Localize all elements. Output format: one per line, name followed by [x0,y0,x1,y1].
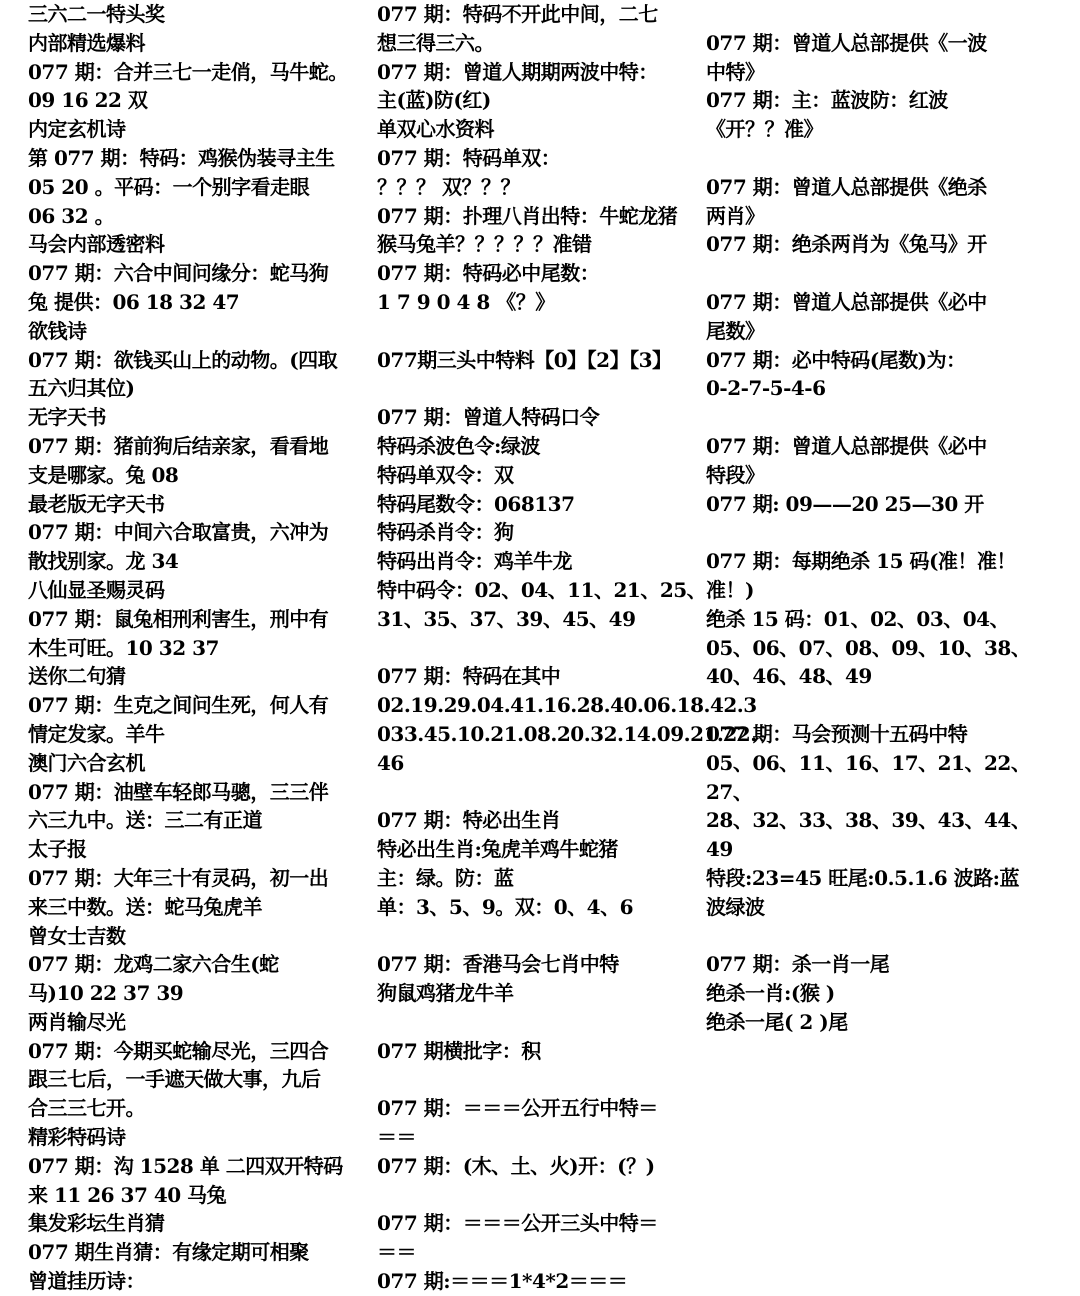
text-line: 077 期：特码不开此中间，二七 [377,2,658,26]
text-line: 077 期：香港马会七肖中特 [377,952,619,977]
text-line: 三六二一特头奖 [28,2,165,26]
text-line: 澳门六合玄机 [28,750,145,775]
text-line: 特中码令：02、04、11、21、25、 [377,577,707,602]
spacer [377,1181,695,1210]
text-line: 31、35、37、39、45、49 [377,606,636,631]
spacer [377,374,695,403]
column-right [706,0,1031,1037]
text-line: 最老版无字天书 [28,491,165,516]
text-line: 支是哪家。兔 08 [28,462,179,487]
text-line: 077 期：六合中间问缘分：蛇马狗 [28,261,329,286]
text-line: 《开？？准》 [706,117,823,142]
text-line: 40、46、48、49 [706,664,872,689]
spacer [706,259,1026,288]
text-line: 077 期：鼠兔相刑利害生，刑中有 [28,606,329,631]
text-line: 077 期：生克之间问生死，何人有 [28,693,329,718]
text-line: 主(蓝)防(红) [377,88,491,113]
text-line: 来 11 26 37 40 马兔 [28,1182,227,1207]
text-line: 猴马兔羊？？？？？准错 [377,232,592,257]
text-line: 兔 提供：06 18 32 47 [28,289,240,314]
spacer [377,922,695,951]
text-line: 077 期生肖猜：有缘定期可相聚 [28,1240,309,1265]
text-line: 两肖》 [706,203,765,228]
text-line: 特码杀肖令：狗 [377,520,514,545]
text-line: 木生可旺。10 32 37 [28,635,219,660]
text-line: 077 期：杀一肖一尾 [706,952,890,977]
text-line: 077 期：龙鸡二家六合生(蛇 [28,952,279,977]
text-line: 033.45.10.21.08.20.32.14.09.21.22. [377,721,757,746]
spacer [706,518,1026,547]
spacer [706,144,1026,173]
text-line: 送你二句猜 [28,664,126,689]
text-line: 跟三七后，一手遮天做大事，九后 [28,1067,321,1092]
text-line: ＝＝ [377,1240,416,1265]
text-line: 077 期：油壁车轻郎马骢，三三伴 [28,779,329,804]
text-line: 绝杀 15 码：01、02、03、04、 [706,606,1010,631]
text-line: 077 期：猪前狗后结亲家，看看地 [28,433,329,458]
text-line: 077 期：今期买蛇输尽光，三四合 [28,1038,329,1063]
text-line: 马会内部透密料 [28,232,165,257]
text-line: 077 期：主：蓝波防：红波 [706,88,948,113]
text-line: 05、06、07、08、09、10、38、 [706,635,1031,660]
text-line: 特码出肖令：鸡羊牛龙 [377,549,572,574]
text-line: 05、06、11、16、17、21、22、 [706,750,1031,775]
text-line: 曾道挂历诗： [28,1269,145,1294]
text-line: 六三九中。送：三二有正道 [28,808,262,833]
text-line: 077 期：扑理八肖出特：牛蛇龙猪 [377,203,678,228]
text-line: 特必出生肖:兔虎羊鸡牛蛇猪 [377,837,618,862]
spacer [377,778,695,807]
text-line: 特段:23=45 旺尾:0.5.1.6 波路:蓝 [706,865,1020,890]
text-line: 077 期：(木、土、火)开：(？) [377,1153,655,1178]
text-line: 特码杀波色令:绿波 [377,433,540,458]
text-line: 1 7 9 0 4 8 《？》 [377,289,555,314]
text-line: 077 期：曾道人总部提供《必中 [706,433,987,458]
text-line: 077 期：曾道人总部提供《绝杀 [706,174,987,199]
text-line: 46 [377,750,404,775]
text-line: 077 期：曾道人期期两波中特： [377,59,658,84]
text-line: 准！) [706,577,754,602]
text-line: 集发彩坛生肖猜 [28,1211,165,1236]
text-line: 八仙显圣赐灵码 [28,577,165,602]
text-line: 精彩特码诗 [28,1125,126,1150]
text-line: 077 期: 09——20 25—30 开 [706,491,984,516]
spacer [377,1065,695,1094]
text-line: 077 期横批字：积 [377,1038,541,1063]
text-line: 077 期：马会预测十五码中特 [706,721,968,746]
text-line: 情定发家。羊牛 [28,721,165,746]
text-line: 077 期：必中特码(尾数)为： [706,347,966,372]
text-line: 主：绿。防：蓝 [377,865,514,890]
text-line: 特码尾数令：068137 [377,491,575,516]
spacer [706,0,1026,29]
text-line: 077 期：曾道人总部提供《一波 [706,30,987,55]
text-line: 077 期：欲钱买山上的动物。(四取 [28,347,338,372]
text-line: 想三得三六。 [377,30,494,55]
text-line: 内部精选爆料 [28,30,145,55]
text-line: 077 期：每期绝杀 15 码(准！准！ [706,549,1016,574]
text-line: 077 期：合并三七一走俏，马牛蛇。 [28,59,348,84]
text-line: 077期三头中特料【0】【2】【3】 [377,347,672,372]
text-line: 欲钱诗 [28,318,87,343]
text-line: 合三三七开。 [28,1096,145,1121]
text-line: 单双心水资料 [377,117,494,142]
text-line: 第 077 期：特码：鸡猴伪装寻主生 [28,145,335,170]
text-line: 077 期:＝＝＝1*4*2＝＝＝ [377,1269,628,1294]
text-line: 077 期：大年三十有灵码，初一出 [28,865,329,890]
text-line: 05 20 。平码：一个别字看走眼 [28,174,310,199]
spacer [377,634,695,663]
spacer [706,403,1026,432]
text-line: 077 期：曾道人总部提供《必中 [706,289,987,314]
text-line: ？？？ 双？？？ [377,174,520,199]
text-line: 077 期：绝杀两肖为《兔马》开 [706,232,987,257]
text-line: 077 期：＝＝＝公开五行中特＝ [377,1096,658,1121]
text-line: 波绿波 [706,894,765,919]
column-left [28,0,368,1296]
spacer [377,317,695,346]
text-line: 077 期：曾道人特码口令 [377,405,600,430]
text-line: 49 [706,837,733,862]
text-line: ＝＝ [377,1125,416,1150]
text-line: 散找别家。龙 34 [28,549,179,574]
text-line: 内定玄机诗 [28,117,126,142]
text-line: 077 期：沟 1528 单 二四双开特码 [28,1153,343,1178]
text-line: 绝杀一尾( 2 )尾 [706,1009,848,1034]
text-line: 两肖输尽光 [28,1009,126,1034]
text-line: 077 期：特码单双： [377,145,561,170]
text-line: 077 期：中间六合取富贵，六冲为 [28,520,329,545]
spacer [706,922,1026,951]
text-line: 0-2-7-5-4-6 [706,376,826,401]
text-line: 特段》 [706,462,765,487]
text-line: 特码单双令：双 [377,462,514,487]
text-line: 曾女士吉数 [28,923,126,948]
text-line: 06 32 。 [28,203,115,228]
text-line: 绝杀一肖:(猴 ) [706,981,835,1006]
spacer [377,1008,695,1037]
text-line: 来三中数。送：蛇马兔虎羊 [28,894,262,919]
text-line: 09 16 22 双 [28,88,148,113]
text-line: 077 期：特码在其中 [377,664,561,689]
text-line: 077 期：＝＝＝公开三头中特＝ [377,1211,658,1236]
text-line: 五六归其位) [28,376,135,401]
text-line: 无字天书 [28,405,106,430]
text-line: 中特》 [706,59,765,84]
text-line: 狗鼠鸡猪龙牛羊 [377,981,514,1006]
text-line: 27、 [706,779,753,804]
text-line: 28、32、33、38、39、43、44、 [706,808,1031,833]
text-line: 尾数》 [706,318,765,343]
spacer [706,691,1026,720]
text-line: 太子报 [28,837,87,862]
text-line: 单：3、5、9。双：0、4、6 [377,894,633,919]
text-line: 02.19.29.04.41.16.28.40.06.18.42.3 [377,693,757,718]
text-line: 马)10 22 37 39 [28,981,184,1006]
text-line: 077 期：特码必中尾数： [377,261,600,286]
text-line: 077 期：特必出生肖 [377,808,561,833]
